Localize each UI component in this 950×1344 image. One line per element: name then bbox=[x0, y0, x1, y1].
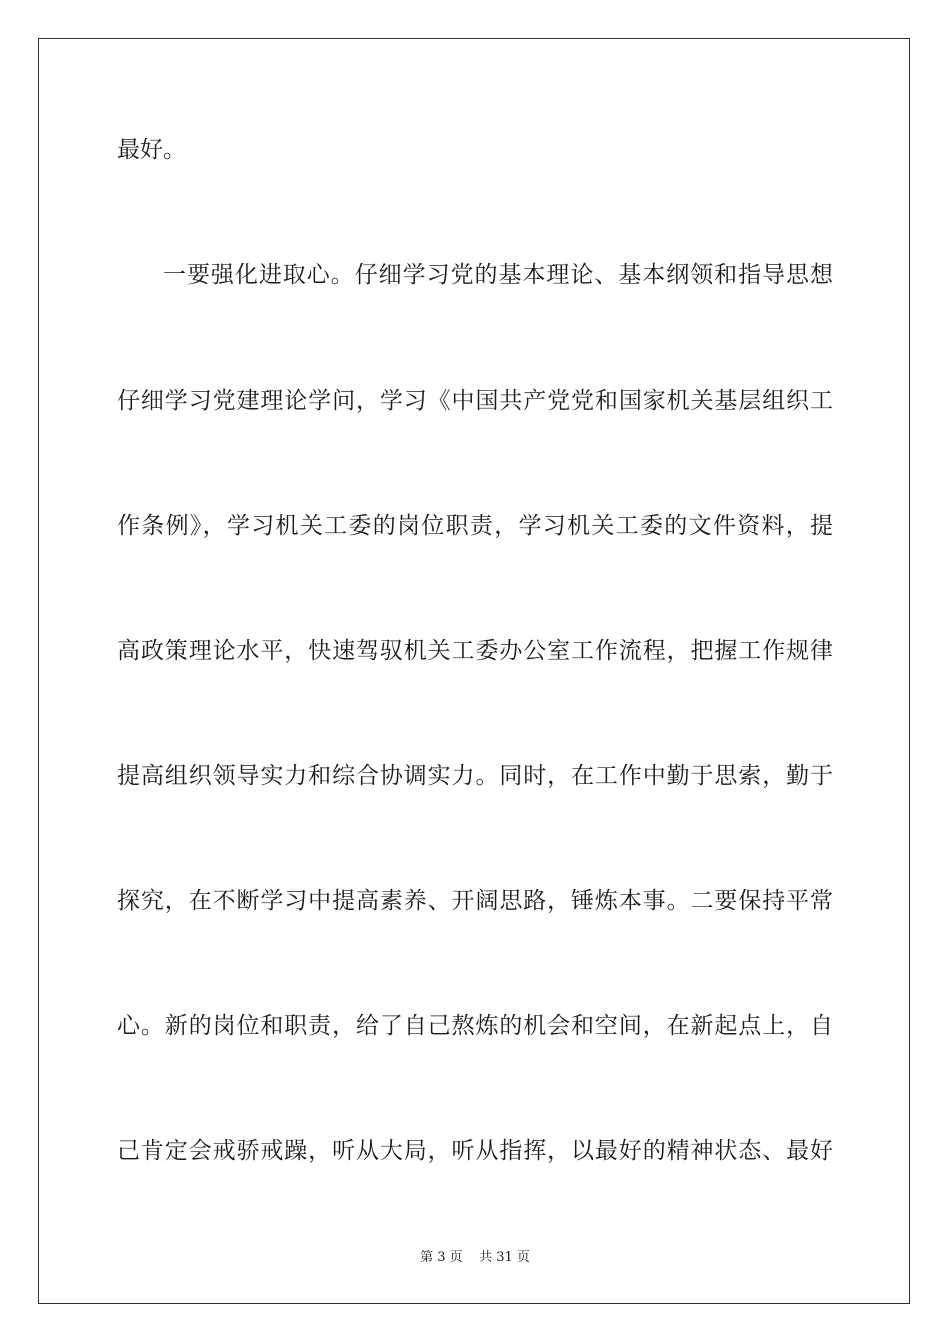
text-line-5: 高政策理论水平，快速驾驭机关工委办公室工作流程，把握工作规律 bbox=[117, 638, 833, 664]
page-number-footer: 第 3 页 共 31 页 bbox=[420, 1250, 530, 1265]
text-line-4: 作条例》，学习机关工委的岗位职责，学习机关工委的文件资料，提 bbox=[117, 513, 833, 539]
text-line-9: 己肯定会戒骄戒躁，听从大局，听从指挥，以最好的精神状态、最好 bbox=[117, 1138, 833, 1164]
text-line-6: 提高组织领导实力和综合协调实力。同时，在工作中勤于思索，勤于 bbox=[117, 763, 833, 789]
page-border bbox=[38, 38, 910, 1304]
text-line-8: 心。新的岗位和职责，给了自己熬炼的机会和空间，在新起点上，自 bbox=[117, 1013, 833, 1039]
text-line-3: 仔细学习党建理论学问，学习《中国共产党党和国家机关基层组织工 bbox=[117, 388, 833, 414]
text-line-1: 最好。 bbox=[117, 137, 186, 163]
text-line-7: 探究，在不断学习中提高素养、开阔思路，锤炼本事。二要保持平常 bbox=[117, 888, 833, 914]
text-line-2: 一要强化进取心。仔细学习党的基本理论、基本纲领和指导思想 bbox=[163, 262, 833, 288]
